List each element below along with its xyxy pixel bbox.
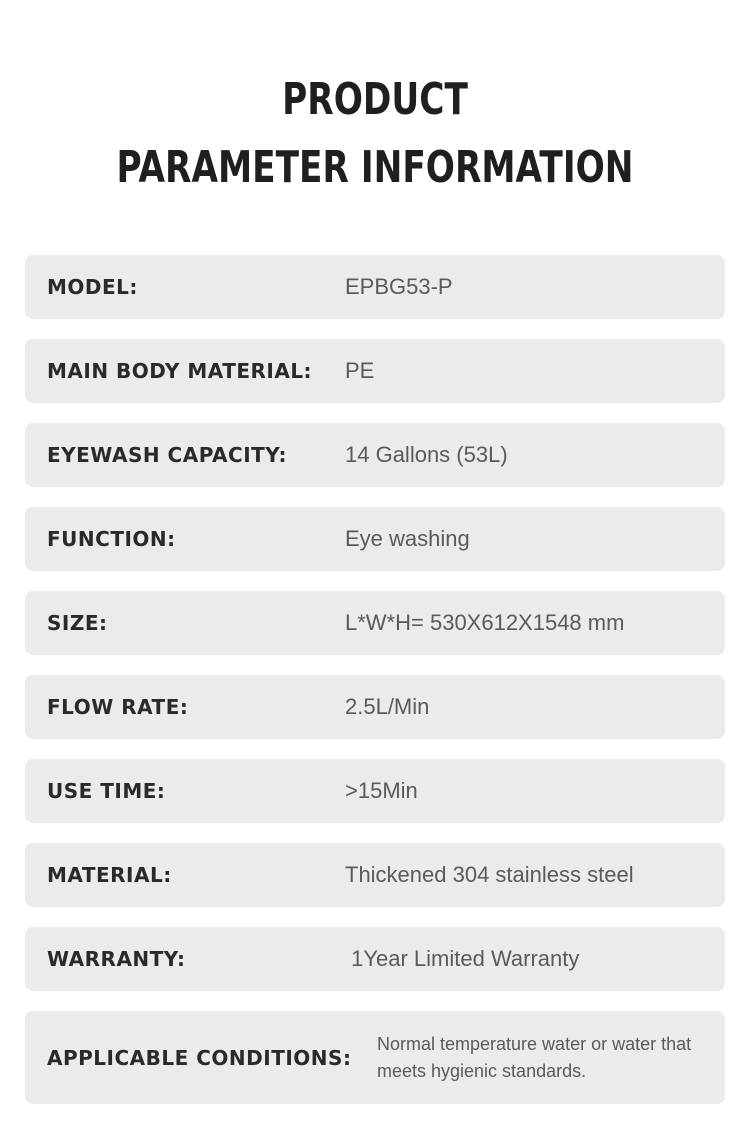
parameter-value: Thickened 304 stainless steel: [345, 862, 634, 887]
parameter-value: 1Year Limited Warranty: [345, 946, 580, 971]
parameter-value: EPBG53-P: [345, 274, 453, 299]
parameter-row-flow-rate: [25, 675, 725, 739]
parameter-row-model: [25, 255, 725, 319]
parameter-row-size: [25, 591, 725, 655]
parameter-label: WARRANTY:: [47, 947, 186, 971]
parameter-row-applicable-conditions: [25, 1011, 725, 1104]
parameter-label: APPLICABLE CONDITIONS:: [47, 1045, 352, 1070]
parameter-value: L*W*H= 530X612X1548 mm: [345, 610, 625, 635]
parameter-label: FLOW RATE:: [47, 695, 189, 719]
parameter-value: Eye washing: [345, 526, 470, 551]
parameter-label: FUNCTION:: [47, 527, 176, 551]
parameter-row-eyewash-capacity: [25, 423, 725, 487]
parameter-value: >15Min: [345, 778, 418, 803]
parameter-value: Normal temperature water or water that meets hygienic standards.: [377, 1033, 692, 1081]
parameter-label: USE TIME:: [47, 779, 166, 803]
parameter-label: EYEWASH CAPACITY:: [47, 443, 288, 467]
parameter-label: MATERIAL:: [47, 863, 172, 887]
page-header: [0, 74, 750, 193]
parameter-row-warranty: [25, 927, 725, 991]
parameter-row-function: [25, 507, 725, 571]
parameter-table: [25, 255, 725, 1104]
parameter-row-material: [25, 843, 725, 907]
parameter-label: MODEL:: [47, 275, 138, 299]
parameter-value: PE: [345, 358, 375, 383]
page-title-line-2: PARAMETER INFORMATION: [116, 142, 634, 193]
parameter-label: SIZE:: [47, 611, 108, 635]
parameter-value: 14 Gallons (53L): [345, 442, 508, 467]
parameter-row-use-time: [25, 759, 725, 823]
parameter-row-main-body-material: [25, 339, 725, 403]
page-title-line-1: PRODUCT: [282, 74, 468, 125]
parameter-value: 2.5L/Min: [345, 694, 430, 719]
parameter-label: MAIN BODY MATERIAL:: [47, 359, 313, 383]
